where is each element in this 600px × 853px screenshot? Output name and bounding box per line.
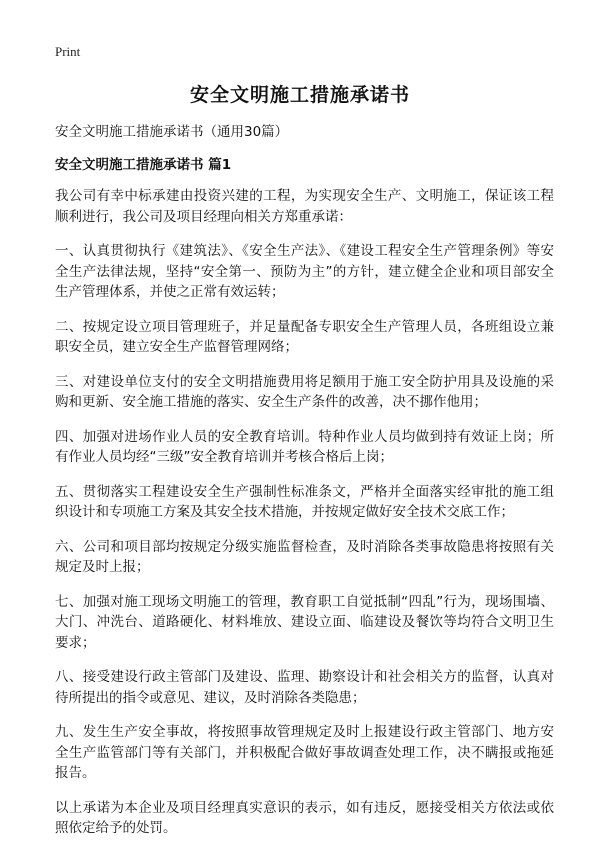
page-title: 安全文明施工措施承诺书 [189,84,410,106]
commitment-paragraph-4: 四、加强对进场作业人员的安全教育培训。特种作业人员均做到持有效证上岗；所有作业人员均经“三级”安全教育培训并考核合格后上岗； [55,428,554,465]
closing-paragraph: 以上承诺为本企业及项目经理真实意识的表示，如有违反，愿接受相关方依法或依照依定给予的处罚。 [55,799,554,836]
section-heading: 安全文明施工措施承诺书 篇1 [55,157,232,173]
commitment-paragraph-6: 六、公司和项目部均按规定分级实施监督检查，及时消除各类事故隐患将按照有关规定及时上报； [55,538,554,575]
document-subtitle: 安全文明施工措施承诺书（通用30篇） [55,124,289,140]
commitment-paragraph-1: 一、认真贯彻执行《建筑法》、《安全生产法》、《建设工程安全生产管理条例》等安全生产法律法规，坚持“安全第一、预防为主”的方针，建立健全企业和项目部安全生产管理体系，并使之正常有效运转； [55,243,554,300]
commitment-paragraph-5: 五、贯彻落实工程建设安全生产强制性标准条文，严格并全面落实经审批的施工组织设计和专项施工方案及其安全技术措施，并按规定做好安全技术交底工作； [55,483,554,520]
commitment-paragraph-7: 七、加强对施工现场文明施工的管理，教育职工自觉抵制“四乱”行为，现场围墙、大门、冲洗台、道路硬化、材料堆放、建设立面、临建设及餐饮等均符合文明卫生要求； [55,593,554,651]
print-link[interactable]: Print [55,44,81,59]
commitment-paragraph-2: 二、按规定设立项目管理班子，并足量配备专职安全生产管理人员，各班组设立兼职安全员，建立安全生产监督管理网络； [55,318,554,355]
commitment-paragraph-9: 九、发生生产安全事故，将按照事故管理规定及时上报建设行政主管部门、地方安全生产监管部门等有关部门，并积极配合做好事故调查处理工作，决不瞒报或拖延报告。 [55,724,554,781]
commitment-paragraph-8: 八、接受建设行政主管部门及建设、监理、勘察设计和社会相关方的监督，认真对待所提出的指令或意见、建议，及时消除各类隐患； [55,669,554,706]
document-body [55,122,554,853]
intro-paragraph: 我公司有幸中标承建由投资兴建的工程，为实现安全生产、文明施工，保证该工程顺利进行，我公司及项目经理向相关方郑重承诺： [55,188,554,225]
commitment-paragraph-3: 三、对建设单位支付的安全文明措施费用将足额用于施工安全防护用具及设施的采购和更新、安全施工措施的落实、安全生产条件的改善，决不挪作他用； [55,373,554,410]
